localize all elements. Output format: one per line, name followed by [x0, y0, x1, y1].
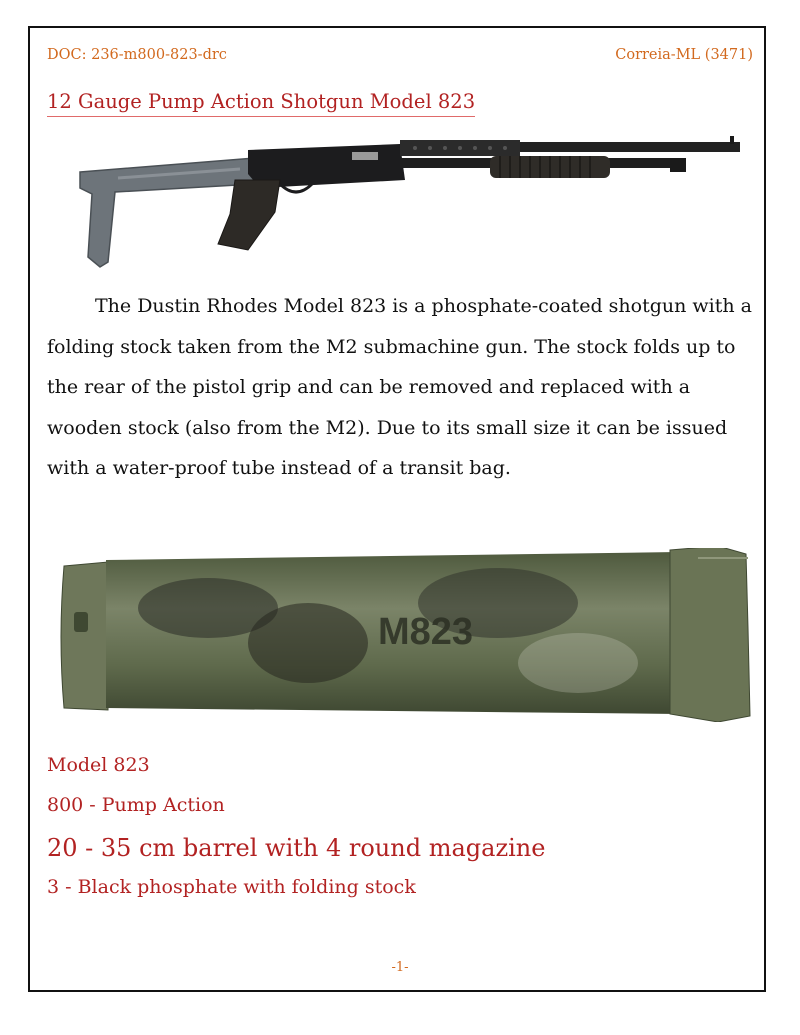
shotgun-image: [70, 122, 750, 282]
spec-action: 800 - Pump Action: [47, 794, 225, 816]
author-code: Correia-ML (3471): [615, 47, 753, 63]
spec-model: Model 823: [47, 754, 150, 776]
description-paragraph: [47, 286, 762, 489]
doc-id: DOC: 236-m800-823-drc: [47, 47, 227, 63]
spec-finish: 3 - Black phosphate with folding stock: [47, 876, 416, 898]
description-text: The Dustin Rhodes Model 823 is a phosphate-coated shotgun with a folding stock taken from the M2 submachine gun. The stock folds up to the rear of the pistol grip and can be removed and replaced with a wooden stock (also from the M2). Due to its small size it can be issued with a water-proof tube instead of a transit bag.: [47, 295, 752, 479]
spec-barrel: 20 - 35 cm barrel with 4 round magazine: [47, 834, 546, 862]
waterproof-tube-image: [58, 548, 758, 722]
tube-label: M823: [378, 611, 474, 653]
page-title: 12 Gauge Pump Action Shotgun Model 823: [47, 90, 475, 117]
page-number: -1-: [391, 960, 409, 975]
